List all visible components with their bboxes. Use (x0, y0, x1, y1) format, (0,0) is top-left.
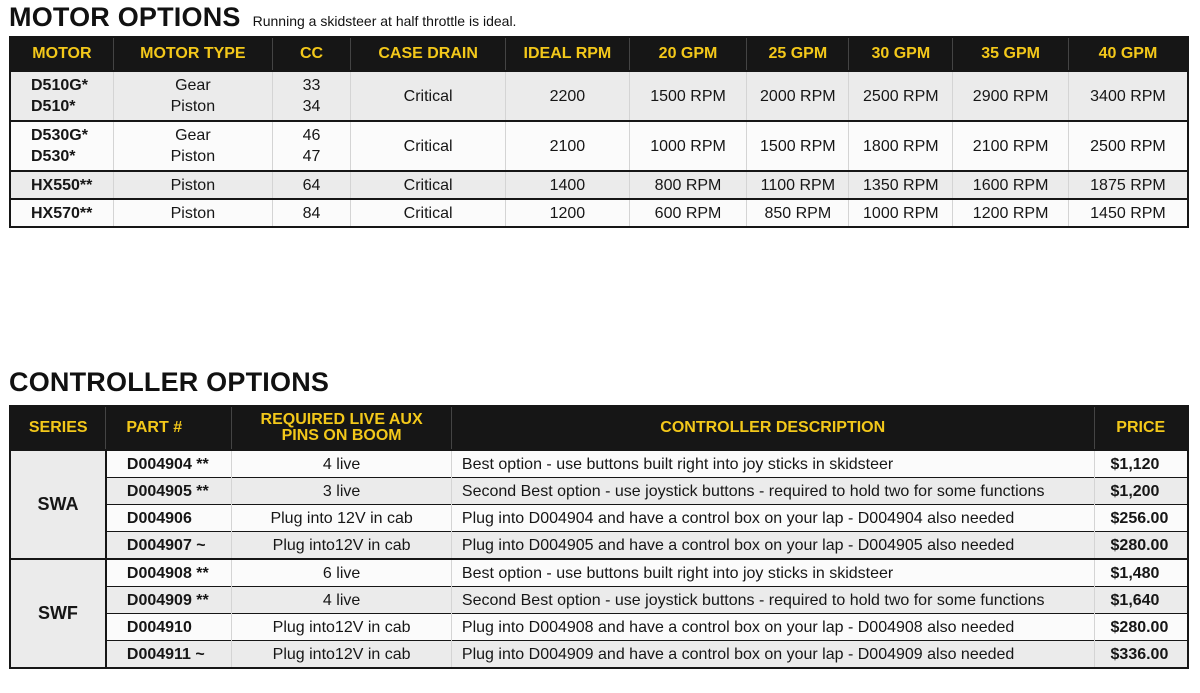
motor-type: Piston (170, 98, 216, 115)
part-number: D004905 ** (106, 478, 232, 505)
price: $336.00 (1094, 641, 1188, 669)
table-row (10, 559, 1188, 587)
table-row (10, 505, 1188, 532)
case-drain-cell: Critical (351, 199, 506, 227)
controller-description: Second Best option - use joystick buttons - required to hold two for some functions (451, 587, 1094, 614)
motor-col-header: 30 GPM (849, 37, 953, 71)
gpm40-cell: 1875 RPM (1068, 171, 1188, 199)
motor-type-cell: Piston (113, 171, 272, 199)
live-aux-pins: 6 live (232, 559, 452, 587)
motor-col-header: 20 GPM (629, 37, 747, 71)
live-aux-pins: 4 live (232, 587, 452, 614)
cc-value: 46 (302, 127, 321, 144)
controller-description: Plug into D004909 and have a control box on your lap - D004909 also needed (451, 641, 1094, 669)
ideal-rpm-cell: 1400 (506, 171, 630, 199)
price-col-header: PRICE (1094, 406, 1188, 450)
cc-cell: 64 (272, 171, 350, 199)
table-row (10, 450, 1188, 478)
pins-header-line: REQUIRED LIVE AUX (260, 411, 423, 428)
live-aux-pins: Plug into12V in cab (232, 614, 452, 641)
price: $256.00 (1094, 505, 1188, 532)
gpm30-cell: 1000 RPM (849, 199, 953, 227)
gpm35-cell: 2100 RPM (953, 121, 1069, 171)
controller-table-header (10, 406, 1188, 450)
part-number: D004910 (106, 614, 232, 641)
motor-type-cell (113, 121, 272, 171)
series-cell: SWA (10, 450, 106, 559)
gpm30-cell: 1800 RPM (849, 121, 953, 171)
controller-description: Second Best option - use joystick buttons - required to hold two for some functions (451, 478, 1094, 505)
gpm30-cell: 2500 RPM (849, 71, 953, 121)
motor-type: Gear (175, 127, 211, 144)
controller-description: Plug into D004908 and have a control box on your lap - D004908 also needed (451, 614, 1094, 641)
case-drain-cell: Critical (351, 71, 506, 121)
gpm40-cell: 1450 RPM (1068, 199, 1188, 227)
gpm40-cell: 2500 RPM (1068, 121, 1188, 171)
gpm40-cell: 3400 RPM (1068, 71, 1188, 121)
cc-value: 47 (302, 148, 321, 165)
cc-cell (272, 71, 350, 121)
motor-col-header: MOTOR TYPE (113, 37, 272, 71)
gpm35-cell: 1200 RPM (953, 199, 1069, 227)
table-row (10, 587, 1188, 614)
ideal-rpm-cell: 1200 (506, 199, 630, 227)
part-number: D004908 ** (106, 559, 232, 587)
motor-options-title (9, 2, 516, 33)
price: $1,200 (1094, 478, 1188, 505)
motor-col-header: CASE DRAIN (351, 37, 506, 71)
motor-col-header: 40 GPM (1068, 37, 1188, 71)
motor-type-cell (113, 71, 272, 121)
table-row (10, 614, 1188, 641)
live-aux-pins: Plug into 12V in cab (232, 505, 452, 532)
ideal-rpm-cell: 2200 (506, 71, 630, 121)
gpm20-cell: 1500 RPM (629, 71, 747, 121)
table-row (10, 199, 1188, 227)
controller-options-title: CONTROLLER OPTIONS (9, 367, 330, 397)
price: $1,120 (1094, 450, 1188, 478)
gpm20-cell: 1000 RPM (629, 121, 747, 171)
part-number: D004907 ~ (106, 532, 232, 560)
table-row (10, 121, 1188, 171)
ideal-rpm-cell: 2100 (506, 121, 630, 171)
series-col-header: SERIES (10, 406, 106, 450)
case-drain-cell: Critical (351, 121, 506, 171)
price: $280.00 (1094, 614, 1188, 641)
motor-col-header: CC (272, 37, 350, 71)
part-number: D004906 (106, 505, 232, 532)
cc-value: 33 (302, 77, 321, 94)
series-cell: SWF (10, 559, 106, 668)
cc-cell (272, 121, 350, 171)
motor-col-header: MOTOR (10, 37, 113, 71)
gpm25-cell: 2000 RPM (747, 71, 849, 121)
gpm25-cell: 850 RPM (747, 199, 849, 227)
gpm35-cell: 2900 RPM (953, 71, 1069, 121)
part-number: D004911 ~ (106, 641, 232, 669)
table-row (10, 478, 1188, 505)
motor-model-cell: HX550** (10, 171, 113, 199)
cc-cell: 84 (272, 199, 350, 227)
part-col-header: PART # (106, 406, 232, 450)
controller-description: Best option - use buttons built right into joy sticks in skidsteer (451, 450, 1094, 478)
price: $280.00 (1094, 532, 1188, 560)
motor-col-header: IDEAL RPM (506, 37, 630, 71)
live-aux-pins: 3 live (232, 478, 452, 505)
description-col-header: CONTROLLER DESCRIPTION (451, 406, 1094, 450)
part-number: D004904 ** (106, 450, 232, 478)
pins-col-header (232, 406, 452, 450)
table-row (10, 641, 1188, 669)
motor-type: Piston (170, 148, 216, 165)
table-row (10, 171, 1188, 199)
gpm20-cell: 600 RPM (629, 199, 747, 227)
live-aux-pins: Plug into12V in cab (232, 532, 452, 560)
motor-options-heading: MOTOR OPTIONS (9, 2, 241, 32)
motor-col-header: 25 GPM (747, 37, 849, 71)
controller-description: Best option - use buttons built right into joy sticks in skidsteer (451, 559, 1094, 587)
live-aux-pins: 4 live (232, 450, 452, 478)
price: $1,480 (1094, 559, 1188, 587)
part-number: D004909 ** (106, 587, 232, 614)
table-row (10, 71, 1188, 121)
motor-options-subtitle: Running a skidsteer at half throttle is ideal. (252, 13, 517, 29)
gpm25-cell: 1100 RPM (747, 171, 849, 199)
table-row (10, 532, 1188, 560)
cc-value: 34 (302, 98, 321, 115)
motor-type-cell: Piston (113, 199, 272, 227)
gpm20-cell: 800 RPM (629, 171, 747, 199)
motor-col-header: 35 GPM (953, 37, 1069, 71)
motor-table-header (10, 37, 1188, 71)
motor-options-table (9, 36, 1189, 228)
motor-model-cell (10, 71, 113, 121)
motor-model-cell: HX570** (10, 199, 113, 227)
motor-model-cell (10, 121, 113, 171)
pins-header-line: PINS ON BOOM (281, 427, 402, 444)
controller-options-table (9, 405, 1189, 669)
motor-model: D510* (31, 98, 76, 115)
price: $1,640 (1094, 587, 1188, 614)
motor-type: Gear (175, 77, 211, 94)
controller-description: Plug into D004905 and have a control box on your lap - D004905 also needed (451, 532, 1094, 560)
motor-model: D530G* (31, 127, 88, 144)
gpm30-cell: 1350 RPM (849, 171, 953, 199)
motor-model: D510G* (31, 77, 88, 94)
case-drain-cell: Critical (351, 171, 506, 199)
motor-model: D530* (31, 148, 76, 165)
gpm25-cell: 1500 RPM (747, 121, 849, 171)
controller-description: Plug into D004904 and have a control box on your lap - D004904 also needed (451, 505, 1094, 532)
gpm35-cell: 1600 RPM (953, 171, 1069, 199)
live-aux-pins: Plug into12V in cab (232, 641, 452, 669)
